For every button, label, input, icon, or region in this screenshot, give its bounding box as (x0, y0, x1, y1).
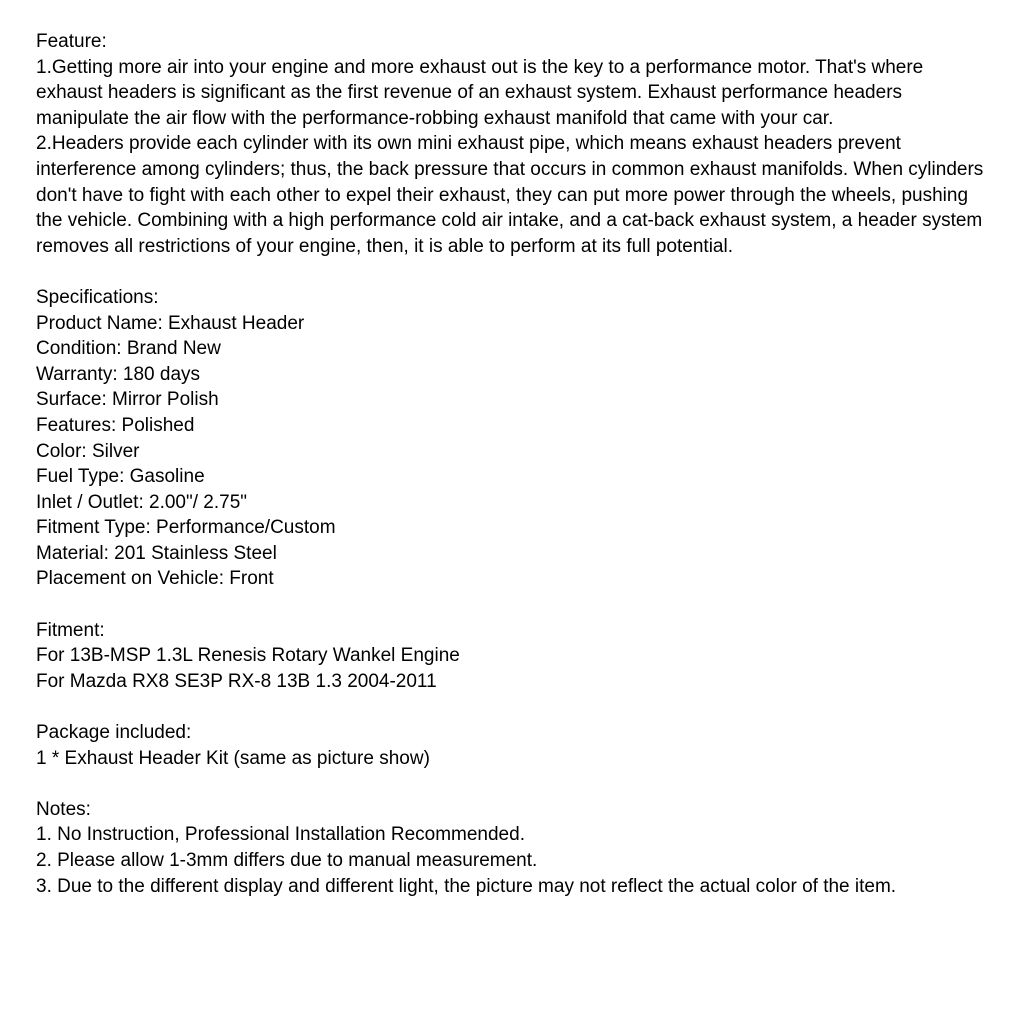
document-section (36, 797, 989, 899)
text-line: For 13B-MSP 1.3L Renesis Rotary Wankel Engine (36, 645, 460, 667)
text-line: 1.Getting more air into your engine and more exhaust out is the key to a performance motor. That's where exhaust headers is significant as the first revenue of an exhaust system. Exhaust performance headers manipulate the air flow with the performance-robbing exhaust manifold that came with your car. (36, 56, 924, 129)
section-heading: Specifications: (36, 286, 159, 308)
text-line: Color: Silver (36, 440, 140, 462)
document-section (36, 720, 989, 771)
text-line: Placement on Vehicle: Front (36, 568, 274, 590)
document-section (36, 285, 989, 592)
text-line: Surface: Mirror Polish (36, 389, 219, 411)
text-line: Features: Polished (36, 414, 195, 436)
section-heading: Feature: (36, 31, 107, 52)
text-line: Warranty: 180 days (36, 363, 201, 385)
text-line: For Mazda RX8 SE3P RX-8 13B 1.3 2004-2011 (36, 670, 437, 692)
text-line: Product Name: Exhaust Header (36, 312, 305, 334)
text-line: Fuel Type: Gasoline (36, 466, 205, 488)
text-line: 1. No Instruction, Professional Installation Recommended. (36, 824, 525, 846)
text-line: 2.Headers provide each cylinder with its own mini exhaust pipe, which means exhaust headers prevent interference among cylinders; thus, the back pressure that occurs in common exhaust manifolds. When cylinders don't have to fight with each other to expel their exhaust, they can put more power through the wheels, pushing the vehicle. Combining with a high performance cold air intake, and a cat-back exhaust system, a header system removes all restrictions of your engine, then, it is able to perform at its full potential. (36, 133, 984, 257)
text-line: 3. Due to the different display and different light, the picture may not reflect the actual color of the item. (36, 875, 897, 897)
document-section (36, 618, 989, 695)
text-line: 2. Please allow 1-3mm differs due to manual measurement. (36, 850, 538, 871)
text-line: 1 * Exhaust Header Kit (same as picture show) (36, 747, 430, 769)
document-section (36, 29, 989, 259)
section-heading: Package included: (36, 722, 192, 744)
text-line: Condition: Brand New (36, 338, 221, 360)
section-heading: Fitment: (36, 619, 105, 641)
section-heading: Notes: (36, 798, 91, 820)
text-line: Inlet / Outlet: 2.00"/ 2.75" (36, 491, 248, 513)
product-description-document (36, 29, 989, 899)
text-line: Fitment Type: Performance/Custom (36, 517, 336, 539)
text-line: Material: 201 Stainless Steel (36, 542, 277, 564)
